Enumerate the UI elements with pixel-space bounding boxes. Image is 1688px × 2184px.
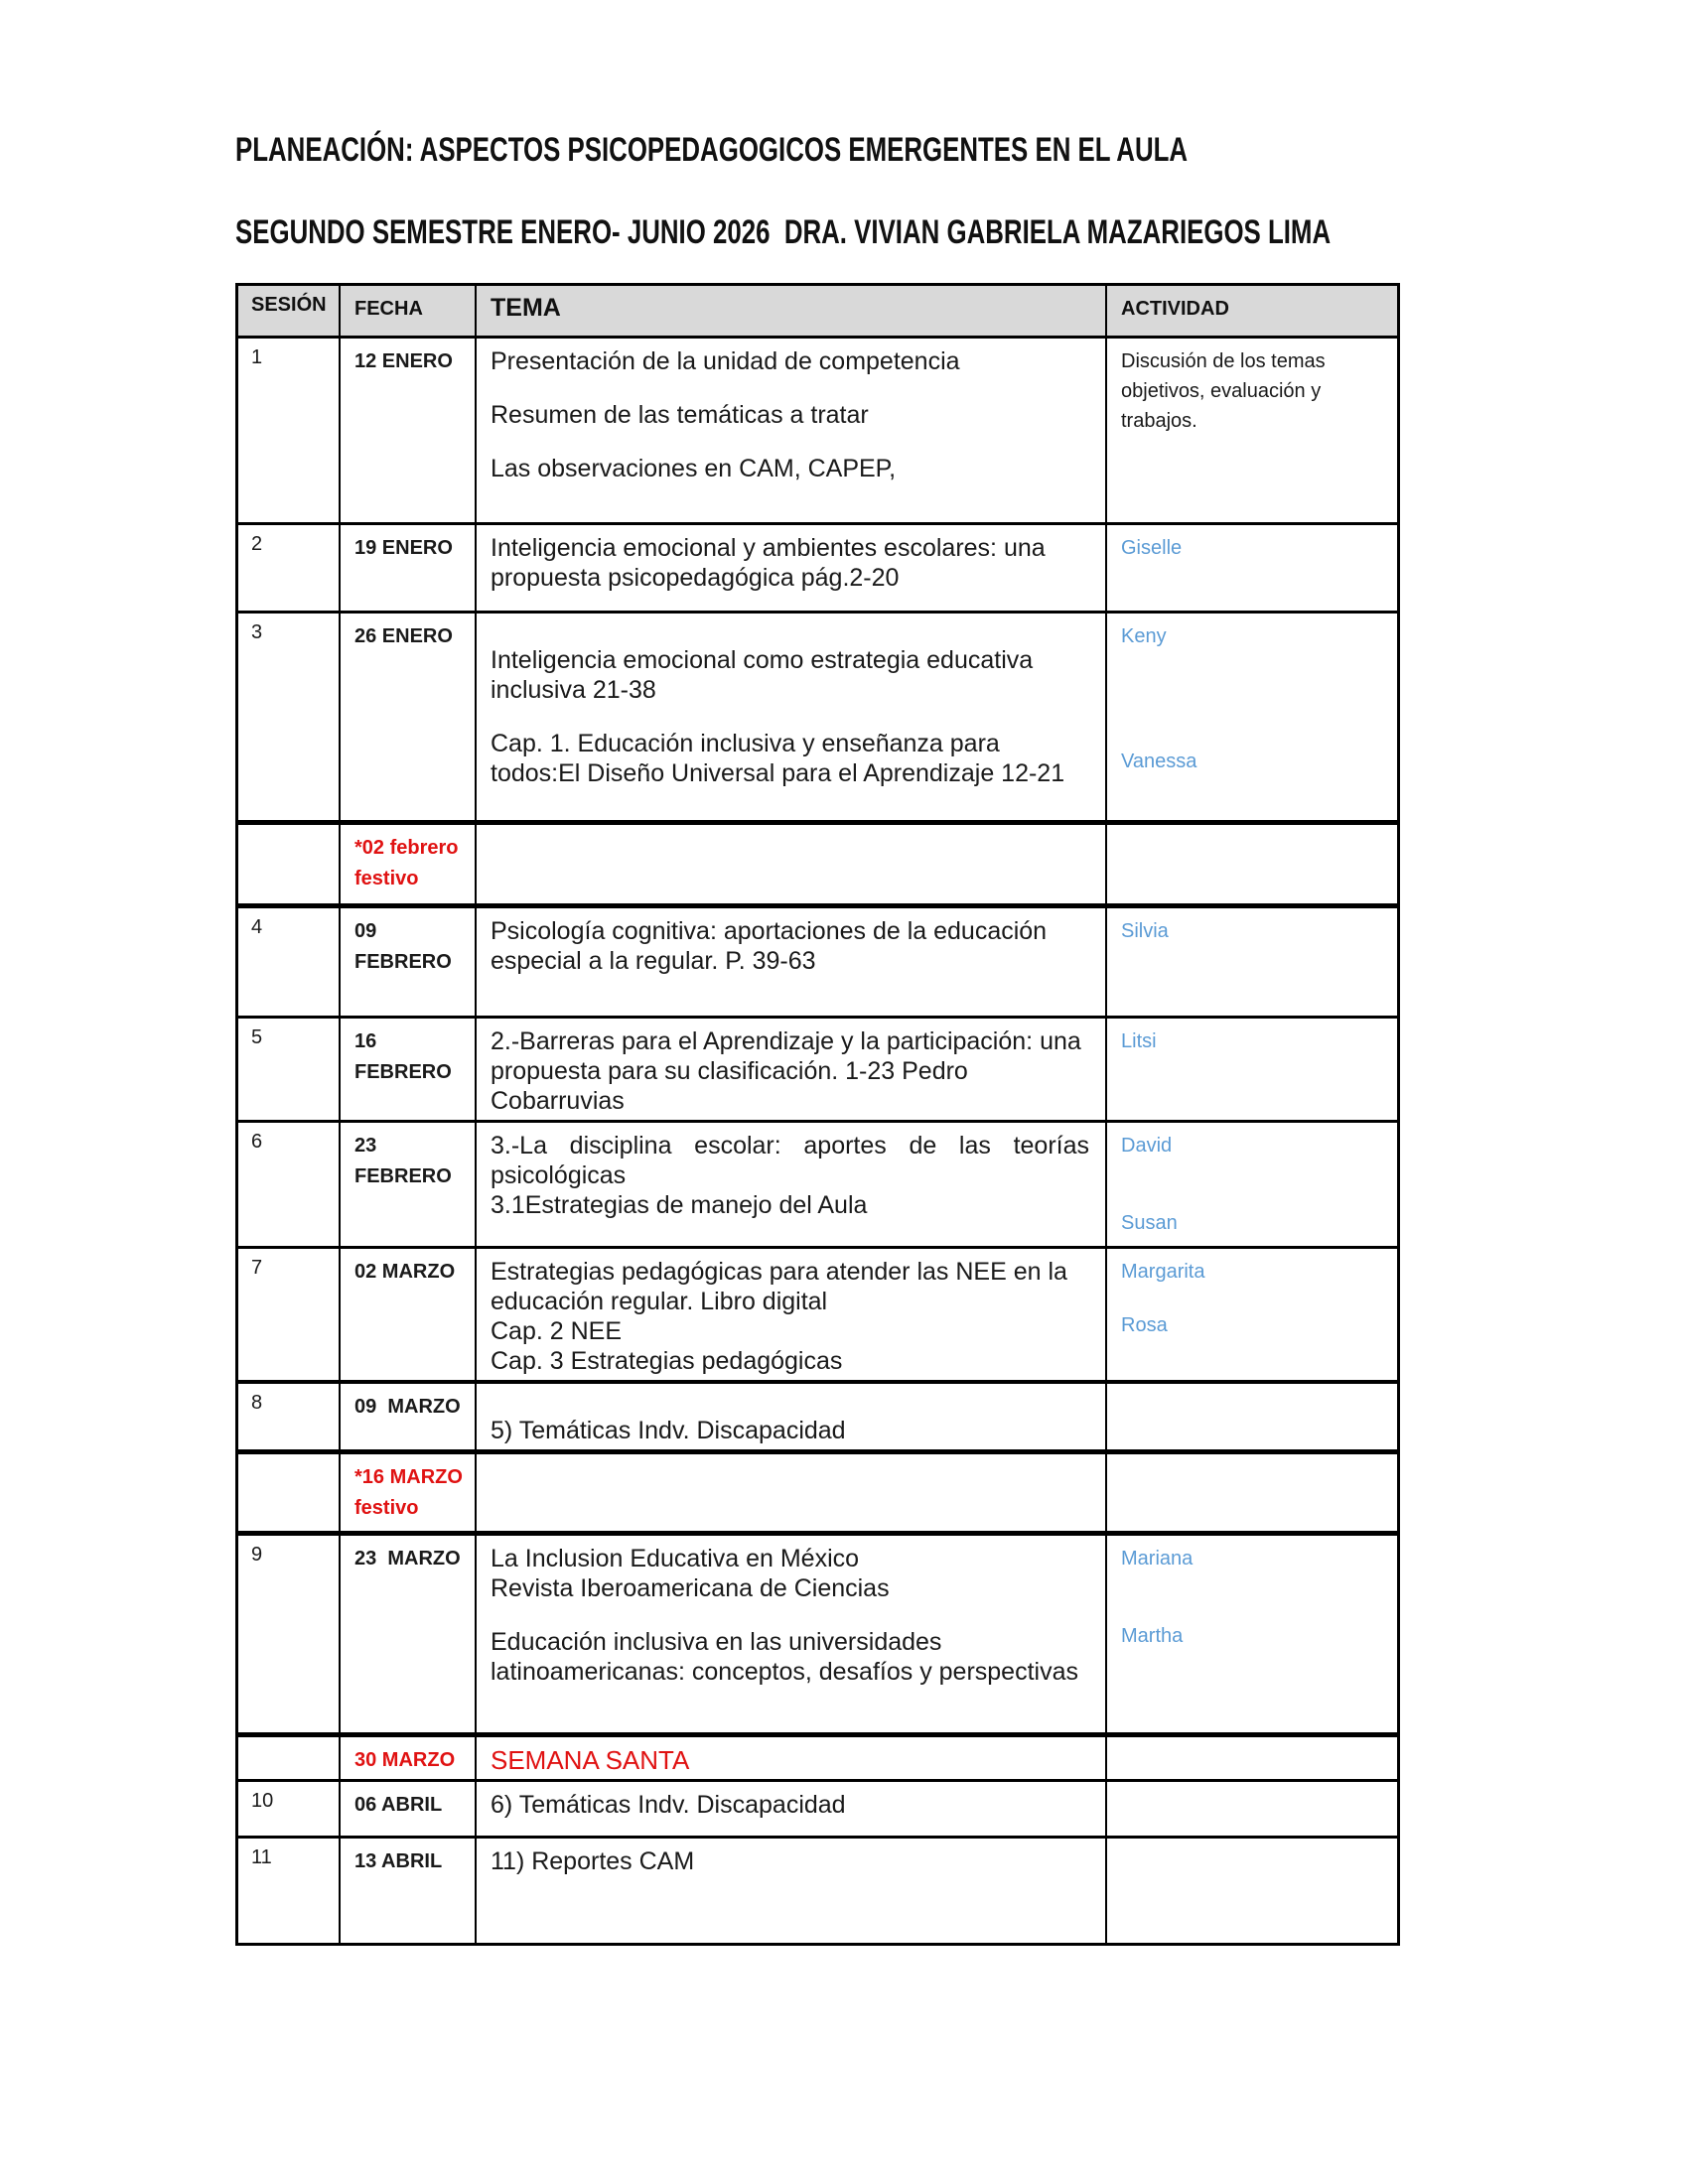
topic-paragraph: Las observaciones en CAM, CAPEP,	[491, 455, 897, 482]
topic-paragraph: Estrategias pedagógicas para atender las NEE en la educación regular. Libro digital	[491, 1258, 1067, 1315]
session-cell: 11	[238, 1839, 341, 1943]
activity-spacer	[1121, 1184, 1387, 1208]
date-cell: 23 FEBRERO	[341, 1123, 477, 1246]
activity-cell	[1107, 1384, 1397, 1449]
activity-cell	[1107, 339, 1397, 522]
date-cell: 12 ENERO	[341, 339, 477, 522]
session-cell: 5	[238, 1019, 341, 1120]
activity-cell	[1107, 1249, 1397, 1380]
activity-spacer	[1121, 1160, 1387, 1184]
session-cell: 4	[238, 908, 341, 1016]
session-cell: 2	[238, 525, 341, 611]
topic-cell	[477, 1123, 1107, 1246]
activity-cell	[1107, 825, 1397, 903]
topic-paragraph: La Inclusion Educativa en México	[491, 1545, 860, 1572]
header-fecha: FECHA	[341, 286, 477, 336]
session-cell: 10	[238, 1782, 341, 1836]
activity-cell	[1107, 1737, 1397, 1779]
activity-spacer	[1121, 1573, 1387, 1597]
topic-paragraph: 5) Temáticas Indv. Discapacidad	[491, 1417, 846, 1444]
date-cell: 09 MARZO	[341, 1384, 477, 1449]
topic-cell	[477, 1019, 1107, 1120]
title-line-1: PLANEACIÓN: ASPECTOS PSICOPEDAGOGICOS EMERGENTES EN EL AULA	[235, 131, 1189, 169]
date-cell: 19 ENERO	[341, 525, 477, 611]
activity-cell	[1107, 908, 1397, 1016]
topic-cell	[477, 1454, 1107, 1531]
paragraph-spacer	[491, 1603, 1089, 1627]
topic-cell	[477, 1839, 1107, 1943]
paragraph-spacer	[491, 430, 1089, 454]
topic-paragraph: Inteligencia emocional como estrategia educativa inclusiva 21-38	[491, 646, 1034, 704]
date-cell: 06 ABRIL	[341, 1782, 477, 1836]
session-cell: 3	[238, 614, 341, 820]
table-row	[238, 1246, 1397, 1380]
session-cell: 6	[238, 1123, 341, 1246]
session-cell	[238, 1737, 341, 1779]
table-row	[238, 820, 1397, 903]
table-row	[238, 1016, 1397, 1120]
table-row	[238, 336, 1397, 522]
date-cell: 13 ABRIL	[341, 1839, 477, 1943]
presenter-name: David	[1121, 1135, 1173, 1157]
topic-paragraph: Cap. 1. Educación inclusiva y enseñanza para todos:El Diseño Universal para el Aprendizaje 12-21	[491, 730, 1065, 787]
session-cell: 9	[238, 1536, 341, 1732]
activity-spacer	[1121, 1287, 1387, 1310]
session-cell	[238, 1454, 341, 1531]
date-cell: *16 MARZO festivo	[341, 1454, 477, 1531]
topic-paragraph: Revista Iberoamericana de Ciencias	[491, 1574, 890, 1602]
header-tema: TEMA	[477, 286, 1107, 336]
paragraph-spacer	[491, 705, 1089, 729]
activity-cell	[1107, 1454, 1397, 1531]
table-row	[238, 1732, 1397, 1779]
session-cell: 8	[238, 1384, 341, 1449]
paragraph-spacer	[491, 1392, 1089, 1416]
session-cell: 1	[238, 339, 341, 522]
title-line-2: SEGUNDO SEMESTRE ENERO- JUNIO 2026 DRA. VIVIAN GABRIELA MAZARIEGOS LIMA	[235, 213, 1332, 251]
topic-cell	[477, 614, 1107, 820]
presenter-name: Martha	[1121, 1625, 1184, 1647]
presenter-name: Keny	[1121, 625, 1167, 647]
topic-paragraph: SEMANA SANTA	[491, 1745, 690, 1775]
presenter-name: Margarita	[1121, 1261, 1205, 1283]
activity-spacer	[1121, 675, 1387, 699]
table-row	[238, 1120, 1397, 1246]
date-cell: 09 FEBRERO	[341, 908, 477, 1016]
date-cell: *02 febrero festivo	[341, 825, 477, 903]
activity-cell	[1107, 1782, 1397, 1836]
table-row	[238, 1380, 1397, 1449]
table-row	[238, 1779, 1397, 1836]
session-cell	[238, 825, 341, 903]
topic-cell	[477, 825, 1107, 903]
topic-paragraph: Presentación de la unidad de competencia	[491, 347, 960, 375]
presenter-name: Silvia	[1121, 920, 1169, 942]
activity-cell	[1107, 525, 1397, 611]
presenter-name: Rosa	[1121, 1314, 1168, 1336]
paragraph-spacer	[491, 621, 1089, 645]
session-cell: 7	[238, 1249, 341, 1380]
presenter-name: Vanessa	[1121, 751, 1197, 772]
topic-cell	[477, 1384, 1107, 1449]
topic-paragraph: 3.1Estrategias de manejo del Aula	[491, 1191, 868, 1219]
topic-paragraph: 6) Temáticas Indv. Discapacidad	[491, 1791, 846, 1819]
activity-cell	[1107, 1123, 1397, 1246]
date-cell: 26 ENERO	[341, 614, 477, 820]
activity-cell	[1107, 1019, 1397, 1120]
presenter-name: Mariana	[1121, 1548, 1194, 1570]
table-row	[238, 1836, 1397, 1943]
topic-paragraph: 3.-La disciplina escolar: aportes de las teorías psicológicas	[491, 1132, 1089, 1189]
table-row	[238, 903, 1397, 1016]
document-title	[235, 91, 1331, 292]
presenter-name: Giselle	[1121, 537, 1183, 559]
topic-cell	[477, 1249, 1107, 1380]
topic-cell	[477, 1782, 1107, 1836]
activity-spacer	[1121, 651, 1387, 675]
header-actividad: ACTIVIDAD	[1121, 298, 1229, 320]
activity-cell	[1107, 1839, 1397, 1943]
topic-cell	[477, 339, 1107, 522]
date-cell: 30 MARZO	[341, 1737, 477, 1779]
table-row	[238, 1449, 1397, 1531]
table-row	[238, 522, 1397, 611]
topic-paragraph: Cap. 3 Estrategias pedagógicas	[491, 1347, 843, 1375]
presenter-name: Litsi	[1121, 1030, 1157, 1052]
presenter-name: Susan	[1121, 1212, 1178, 1234]
activity-spacer	[1121, 1597, 1387, 1621]
table-row	[238, 1531, 1397, 1732]
activity-cell	[1107, 1536, 1397, 1732]
topic-cell	[477, 908, 1107, 1016]
topic-paragraph: Inteligencia emocional y ambientes escolares: una propuesta psicopedagógica pág.2-20	[491, 534, 1046, 592]
activity-cell	[1107, 614, 1397, 820]
date-cell: 23 MARZO	[341, 1536, 477, 1732]
paragraph-spacer	[491, 376, 1089, 400]
date-cell: 02 MARZO	[341, 1249, 477, 1380]
topic-paragraph: Educación inclusiva en las universidades latinoamericanas: conceptos, desafíos y perspectivas	[491, 1628, 1078, 1686]
activity-spacer	[1121, 699, 1387, 723]
topic-cell	[477, 1737, 1107, 1779]
topic-paragraph: 2.-Barreras para el Aprendizaje y la participación: una propuesta para su clasificación. 1-23 Pedro Cobarruvias	[491, 1027, 1081, 1115]
topic-cell	[477, 1536, 1107, 1732]
topic-cell	[477, 525, 1107, 611]
topic-paragraph: 11) Reportes CAM	[491, 1847, 695, 1875]
topic-paragraph: Cap. 2 NEE	[491, 1317, 623, 1345]
activity-text: Discusión de los temas objetivos, evaluación y trabajos.	[1121, 350, 1326, 432]
header-sesion: SESIÓN	[238, 286, 341, 336]
table-header-row	[238, 286, 1397, 336]
date-cell: 16 FEBRERO	[341, 1019, 477, 1120]
activity-spacer	[1121, 723, 1387, 747]
table-row	[238, 611, 1397, 820]
table-body	[238, 336, 1397, 1943]
schedule-table	[235, 283, 1400, 1946]
topic-paragraph: Resumen de las temáticas a tratar	[491, 401, 869, 429]
topic-paragraph: Psicología cognitiva: aportaciones de la educación especial a la regular. P. 39-63	[491, 917, 1048, 975]
